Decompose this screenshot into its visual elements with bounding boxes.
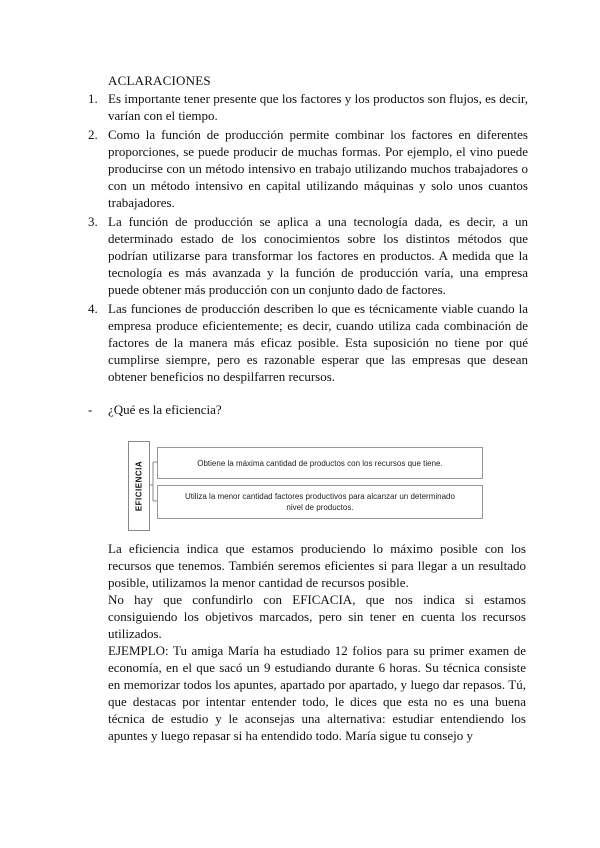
list-number: 3. [88,214,98,229]
list-item-text: La función de producción se aplica a una tecnología dada, es decir, a un determinado estado de los conocimientos sobre los distintos métodos que podrían utilizarse para transformar los factores en productos. A medida que la tecnología es más avanzada y la función de producción varía, una empresa puede obtener más producción con un conjunto dado de factores. [108,214,528,297]
efficiency-diagram [128,441,484,531]
clarifications-list [88,90,528,387]
list-number: 1. [88,91,98,106]
diagram-label: EFICIENCIA [134,460,144,512]
list-number: 2. [88,127,98,142]
diagram-box-min-input [157,485,483,519]
list-item [88,300,528,385]
list-item-text: Como la función de producción permite combinar los factores en diferentes proporciones, se puede producir de muchas formas. Por ejemplo, el vino puede producirse con un método intensivo en trabajo utilizando muchos trabajadores o con un método intensivo en capital utilizando máquinas y solo unos cuantos trabajadores. [108,127,528,210]
list-item [88,213,528,298]
paragraph-example: EJEMPLO: Tu amiga María ha estudiado 12 folios para su primer examen de economía, en el que sacó un 9 estudiando durante 6 horas. Su técnica consiste en memorizar todos los apuntes, apartado por apartado, y luego dar repasos. Tú, que destacas por intentar entender todo, le dices que esta no es una buena técnica de estudio y le aconsejas una alternativa: estudiar entendiendo los apuntes y luego repasar si ha entendido todo. María sigue tu consejo y [108,643,526,743]
list-item [88,126,528,211]
diagram-box-text: Utiliza la menor cantidad factores productivos para alcanzar un determinado nivel de productos. [185,492,455,512]
diagram-label-box [128,441,150,531]
body-paragraphs [108,540,526,744]
list-item-text: Las funciones de producción describen lo que es técnicamente viable cuando la empresa produce eficientemente; es decir, cuando utiliza cada combinación de factores de la manera más eficaz posible. Esta suposición no tiene por qué cumplirse siempre, pero es razonable esperar que las empresas que desean obtener beneficios no despilfarren recursos. [108,301,528,384]
question-line [88,401,222,418]
diagram-box-text: Obtiene la máxima cantidad de productos con los recursos que tiene. [197,458,443,468]
list-item [88,90,528,124]
section-heading: ACLARACIONES [108,73,211,88]
paragraph-efficiency: La eficiencia indica que estamos produciendo lo máximo posible con los recursos que tenemos. También seremos eficientes si para llegar a un resultado posible, utilizamos la menor cantidad de recursos posible. [108,541,526,590]
list-item-text: Es importante tener presente que los factores y los productos son flujos, es decir, varían con el tiempo. [108,91,528,123]
diagram-box-max-output [157,447,483,479]
paragraph-efficacy: No hay que confundirlo con EFICACIA, que nos indica si estamos consiguiendo los objetivos marcados, pero sin tener en cuenta los recursos utilizados. [108,592,526,641]
question-text: ¿Qué es la eficiencia? [108,402,222,417]
bullet-dash: - [88,402,93,417]
list-number: 4. [88,301,98,316]
